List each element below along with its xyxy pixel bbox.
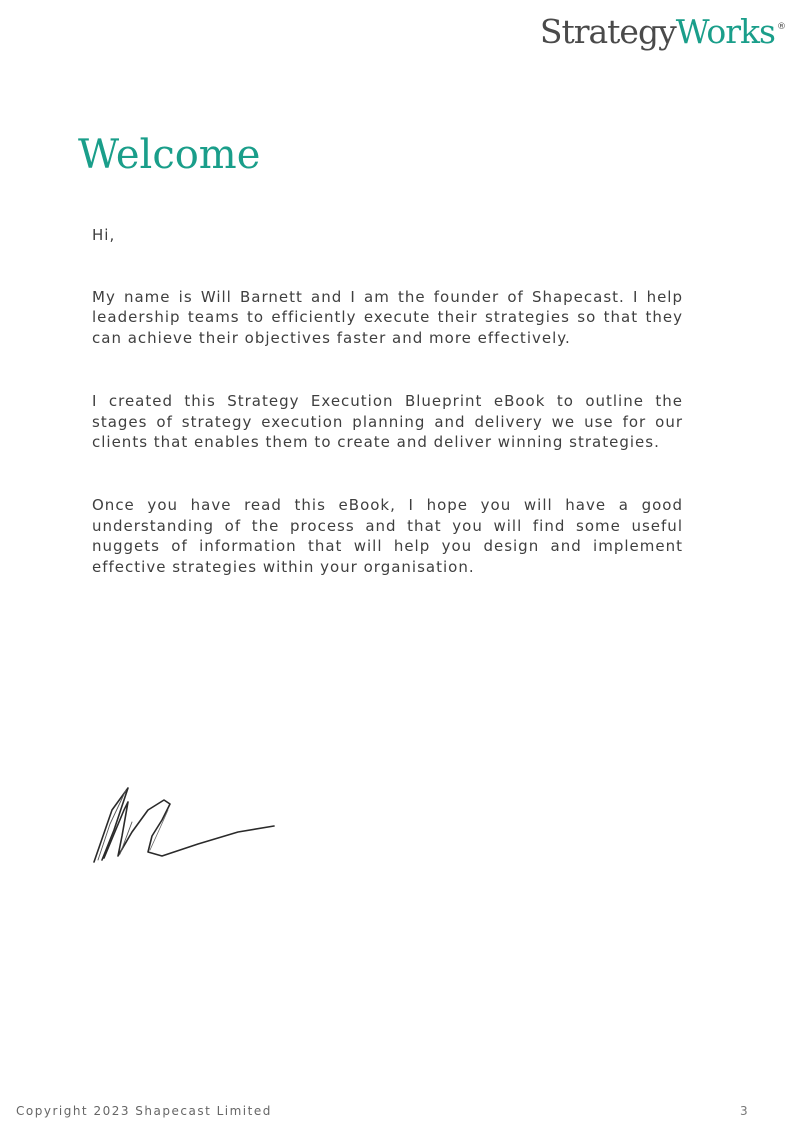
paragraph-ebook: I created this Strategy Execution Blueprint eBook to outline the stages of strategy execution planning and delivery we use for our clients that enables them to create and deliver winning strategies. (92, 391, 683, 452)
page-number: 3 (740, 1104, 748, 1118)
signature (88, 780, 288, 879)
greeting: Hi, (92, 226, 116, 244)
registered-mark: ® (777, 22, 786, 32)
logo-works-text: Works (675, 12, 775, 51)
paragraph-intro: My name is Will Barnett and I am the founder of Shapecast. I help leadership teams to efficiently execute their strategies so that they can achieve their objectives faster and more effectively. (92, 287, 683, 348)
copyright-text: Copyright 2023 Shapecast Limited (16, 1104, 272, 1118)
signature-image (88, 780, 288, 875)
paragraph-closing: Once you have read this eBook, I hope you will have a good understanding of the process and that you will find some useful nuggets of information that will help you design and implement effective strategies within your organisation. (92, 495, 683, 577)
letter-body (92, 225, 683, 620)
strategyworks-logo (540, 12, 786, 51)
page-title: Welcome (78, 132, 261, 178)
logo-strategy-text: Strategy (539, 12, 676, 51)
